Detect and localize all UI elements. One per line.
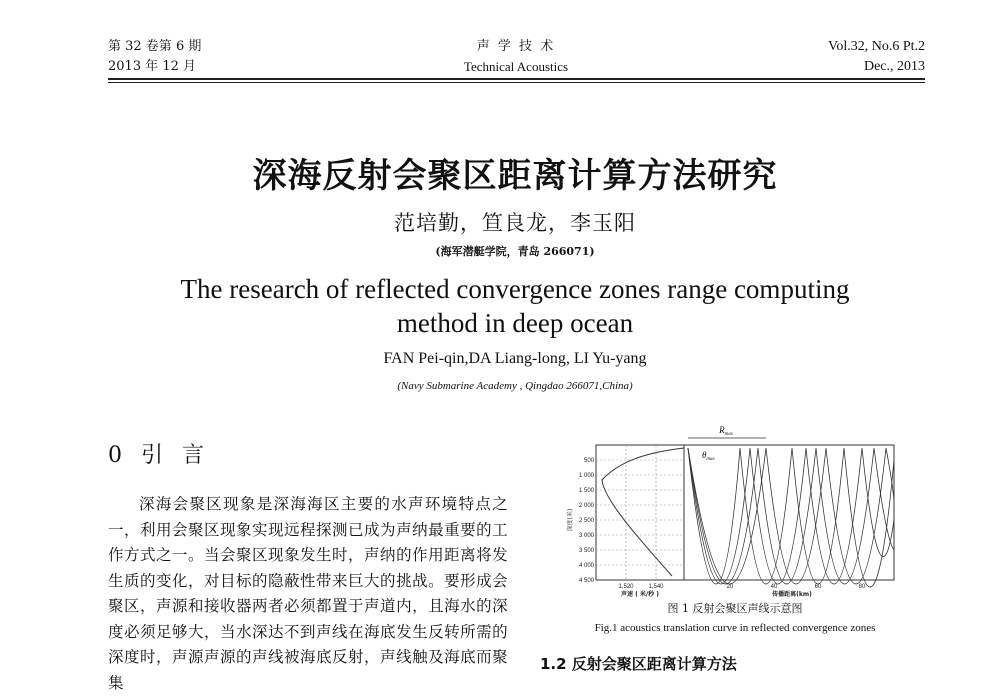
ray-panel-frame xyxy=(684,445,894,580)
authors-en: FAN Pei-qin,DA Liang-long, LI Yu-yang xyxy=(383,350,647,367)
section-heading-introduction: 0 引 言 xyxy=(108,443,210,468)
theta-label: $\theta_{max}$ xyxy=(702,450,715,462)
figure-ray-diagram xyxy=(560,420,900,600)
affiliation-en: (Navy Submarine Academy , Qingdao 266071,China) xyxy=(397,380,633,392)
body-text xyxy=(108,492,508,696)
depth-tick: 4 500 xyxy=(578,578,594,584)
journal-month: Dec., 2013 xyxy=(863,59,925,74)
range-tick: 60 xyxy=(814,584,822,590)
depth-tick: 1 500 xyxy=(578,488,594,494)
depth-tick: 2 000 xyxy=(578,503,594,509)
journal-volume: Vol.32, No.6 Pt.2 xyxy=(828,39,925,54)
header-rule-thin xyxy=(108,82,925,83)
range-axis-label: 传播距离(km) xyxy=(772,591,812,598)
authors-cn: 范培勤，笪良龙，李玉阳 xyxy=(394,211,636,235)
speed-profile-grid xyxy=(596,445,684,580)
header-rule-thick xyxy=(108,78,925,80)
depth-tick: 4 000 xyxy=(578,563,594,569)
section-heading-1-2: 1.2 反射会聚区距离计算方法 xyxy=(540,655,737,673)
range-tick: 40 xyxy=(770,584,778,590)
figure-caption-en: Fig.1 acoustics translation curve in reflected convergence zones xyxy=(594,622,876,634)
speed-profile-frame xyxy=(596,445,684,580)
title-en: The research of reflected convergence zones range computing method in deep ocean xyxy=(180,274,850,338)
depth-axis-label: 深度(米) xyxy=(567,508,574,532)
speed-tick: 1,520 xyxy=(618,584,634,590)
journal-name-en: Technical Acoustics xyxy=(463,59,569,74)
ray-paths xyxy=(688,448,894,587)
rmax-label: $R_{max}$ xyxy=(719,425,733,437)
journal-date: 2013 年 12 月 xyxy=(108,59,197,74)
speed-tick: 1,540 xyxy=(648,584,664,590)
depth-tick: 3 500 xyxy=(578,548,594,554)
title-cn: 深海反射会聚区距离计算方法研究 xyxy=(252,156,778,196)
speed-axis-label: 声速 ( 米/秒 ) xyxy=(621,591,659,598)
depth-tick: 500 xyxy=(583,458,594,464)
journal-name-cn: 声 学 技 术 xyxy=(476,39,556,54)
paragraph: 深海会聚区现象是深海海区主要的水声环境特点之一，利用会聚区现象实现远程探测已成为声纳最重要的工作方式之一。当会聚区现象发生时，声纳的作用距离将发生质的变化，对目标的隐蔽性带来巨大的挑战。要形成会聚区，声源和接收器两者必须都置于声道内，且海水的深度必须足够大，当水深达不到声线在海底发生反转所需的深度时，声源声源的声线被海底反射，声线触及海底而聚集 xyxy=(108,495,508,692)
affiliation-cn: (海军潜艇学院，青岛 266071) xyxy=(435,245,595,258)
depth-tick: 1 000 xyxy=(578,473,594,479)
range-tick: 80 xyxy=(858,584,866,590)
sound-speed-curve xyxy=(602,448,684,576)
figure-caption-cn: 图 1 反射会聚区声线示意图 xyxy=(667,602,803,615)
depth-tick: 2 500 xyxy=(578,518,594,524)
range-tick: 20 xyxy=(726,584,734,590)
journal-issue: 第 32 卷第 6 期 xyxy=(108,39,202,54)
depth-tick: 3 000 xyxy=(578,533,594,539)
